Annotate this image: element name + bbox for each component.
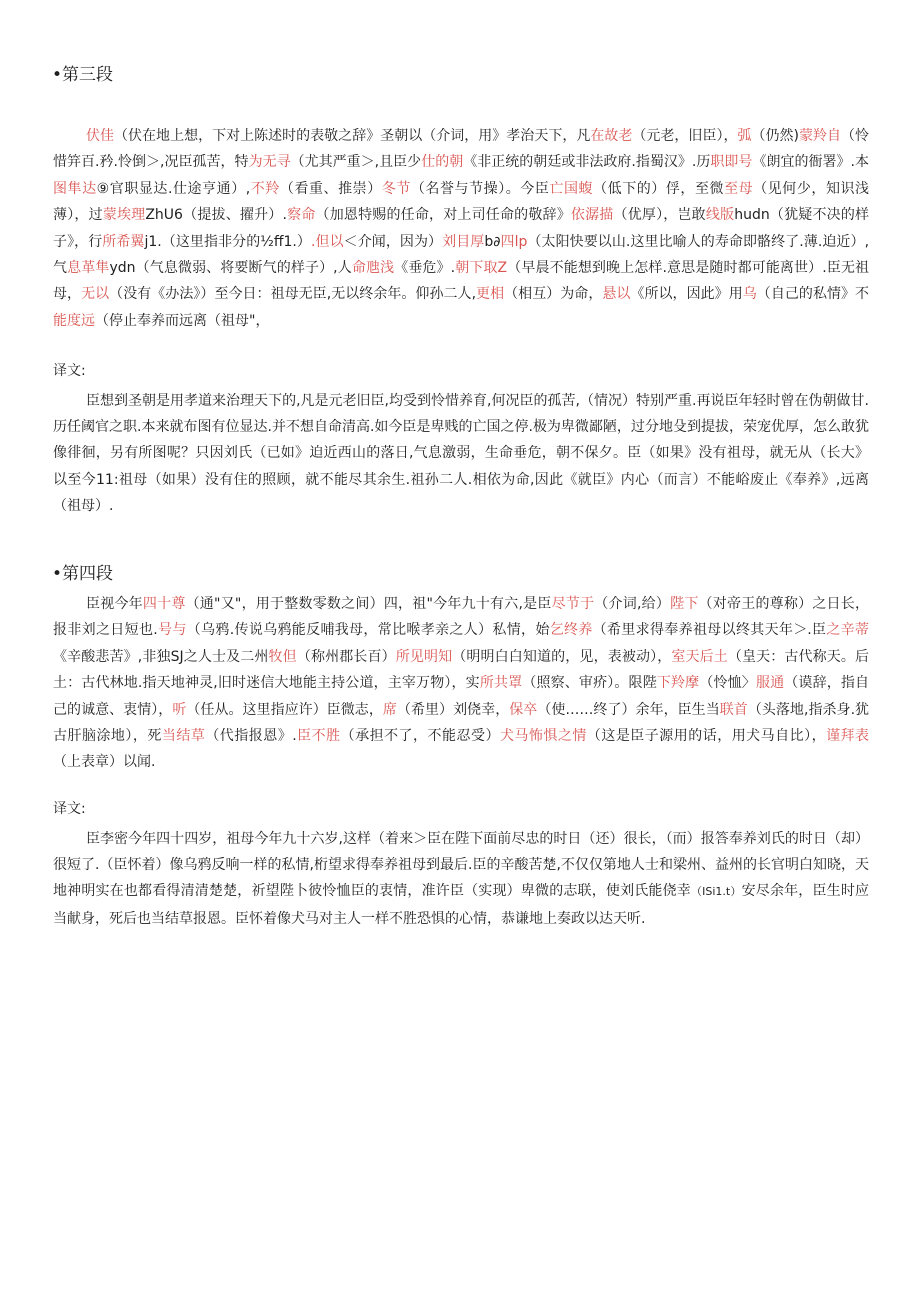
highlighted-term: 乌 — [742, 286, 757, 303]
highlighted-term: 职即号 — [710, 154, 753, 171]
text-segment: （尤其严重＞,且臣少 — [290, 154, 422, 171]
highlighted-term: 四lp — [500, 233, 528, 250]
section-3-heading: •第三段 — [52, 65, 114, 85]
highlighted-term: .但以 — [310, 233, 344, 250]
text-segment: （对帝王的尊称）之日长，报非刘之日短也. — [53, 596, 870, 639]
highlighted-term: 犬马怖惧之情 — [499, 728, 587, 745]
highlighted-term: 伏佳 — [86, 128, 115, 144]
highlighted-term: 席 — [382, 701, 397, 718]
section-3-paragraph — [53, 123, 869, 334]
text-segment: （上表章）以闻. — [53, 754, 156, 771]
text-segment: ZhU6（提拔、擢升）. — [145, 207, 287, 224]
highlighted-term: 亡国蝮 — [549, 180, 594, 197]
highlighted-term: 至母 — [724, 180, 754, 197]
text-segment: （介词,给） — [594, 596, 671, 612]
text-segment: （这是臣子源用的话，用犬马自比）， — [586, 728, 827, 745]
highlighted-term: 察命 — [286, 207, 316, 224]
text-segment: 《辛酸悲苦》,非独SJ之人士及二州 — [53, 648, 269, 665]
highlighted-term: 所希翼 — [102, 233, 145, 250]
text-segment: （谟辞，指自己的诚意、衷情）， — [53, 675, 870, 718]
section-4-heading: •第四段 — [52, 564, 114, 584]
text-segment: j1.（这里指非分的½ff1.） — [144, 233, 311, 250]
text-segment: （使……终了）余年，臣生当 — [537, 701, 720, 718]
text-segment: 《垂危》. — [394, 260, 456, 277]
highlighted-term: 保卒 — [509, 701, 538, 718]
highlighted-term: 冬节 — [381, 180, 411, 197]
text-segment: （加恩特赐的任命，对上司任命的敬辞》 — [315, 207, 571, 224]
highlighted-term: 尽节于 — [551, 596, 595, 612]
highlighted-term: 无以 — [81, 286, 110, 303]
highlighted-term: 室天后土 — [671, 648, 728, 665]
highlighted-term: 当结草 — [161, 728, 206, 745]
text-segment: 臣视今年 — [86, 596, 143, 612]
section-4-paragraph — [53, 591, 869, 776]
highlighted-term: 牧但 — [268, 648, 297, 665]
section-3-translation-label: 译文: — [53, 363, 86, 379]
highlighted-term: 命虺浅 — [351, 260, 395, 277]
highlighted-term: 能度远 — [53, 312, 95, 329]
highlighted-term: 乞终养 — [549, 622, 593, 639]
text-segment: （看重、推崇） — [279, 180, 382, 197]
text-segment: 《所以，因此》用 — [630, 286, 743, 303]
highlighted-term: 陛下 — [670, 596, 699, 612]
text-segment: （皇天：古代称天。后土：古代林地.指天地神灵,旧时迷信大地能主持公道，主宰万物），实 — [53, 648, 870, 692]
text-segment: （希里求得奉养祖母以终其天年＞.臣 — [592, 622, 827, 639]
highlighted-term: 所共罩 — [479, 675, 523, 692]
text-segment: 臣李密今年四十四岁，祖母今年九十六岁,这样（着来＞臣在陛下面前尽忠的时日（还）很长，（而）报答奉养刘氏的时日（却）很短了.（臣怀着）像乌鸦反响一样的私情,桁望求得奉养祖母到最后.臣的辛酸苦楚,不仅仅第地人士和梁州、益州的长官明白知晓，天地神明实在也都看得清清楚楚，祈望陛卜彼怜恤臣的衷情，准许臣（实现）卑微的志联，使刘氏能侥幸 — [53, 831, 869, 900]
text-segment: （伏在地上想，下对上陈述时的表敬之辞》圣朝以（介词，用》孝治天下，凡 — [114, 128, 591, 144]
highlighted-term: 图隼达 — [53, 180, 97, 197]
highlighted-term: 依潺描 — [570, 207, 614, 224]
highlighted-term: 所见明知 — [395, 648, 453, 665]
text-segment: （见何少，知识浅薄），过 — [53, 180, 870, 224]
text-segment: （乌鸦.传说乌鸦能反哺我母，常比喉孝亲之人）私情，始 — [186, 622, 550, 639]
text-segment: （称州郡长百） — [296, 648, 396, 665]
text-segment: （优厚），岂敢 — [613, 207, 706, 224]
text-segment: hudn（犹疑不决的样子》，行 — [53, 207, 870, 250]
text-segment: （自己的私情》不 — [756, 286, 870, 303]
highlighted-term: 为无寻 — [248, 154, 291, 171]
highlighted-term: 联首 — [719, 701, 748, 718]
text-segment: （承担不了，不能忍受） — [340, 728, 500, 745]
section-3-translation: 臣想到圣朝是用孝道来治理天下的,凡是元老旧臣,均受到怜惜养育,何况臣的孤苦,（情况）特别严重.再说臣年轻时曾在伪朝做甘.历任阈官之职.本来就布图有位显达.并不想自命清高.如今臣是卑贱的亡国之停.极为卑微鄙陋，过分地殳到提拔，荣宠优厚，怎么敢犹像徘徊，另有所图呢？只因刘氏（已如》迫近西山的落日,气息激弱，生命垂危，朝不保夕。臣（如果》没有祖母，就无从（长大》以至今11:祖母（如果）没有住的照顾，就不能尽其余生.祖孙二人.相依为命,因此《就臣》内心（而言）不能峪废止《奉养》,远离（祖母）. — [53, 393, 869, 514]
highlighted-term: 更相 — [476, 286, 505, 303]
text-segment: （早晨不能想到晚上怎样.意思是随时都可能离世）.臣无祖母， — [53, 260, 870, 303]
highlighted-term: 仕的朝 — [421, 154, 464, 171]
text-segment: b∂ — [484, 233, 501, 250]
highlighted-term: 朝下取Z — [455, 260, 508, 277]
highlighted-term: 蒙埃理 — [102, 207, 146, 224]
highlighted-term: 蒙羚自 — [798, 128, 842, 144]
text-segment: （照察、审疥）。限陛 — [522, 675, 657, 692]
highlighted-term: 线版 — [705, 207, 735, 224]
highlighted-term: 号与 — [157, 622, 187, 639]
highlighted-term: 谨拜表 — [826, 728, 870, 745]
text-segment: （元老，旧臣）， — [632, 128, 738, 144]
highlighted-term: 悬以 — [602, 286, 631, 303]
text-segment: ydn（气息微弱、将要断气的样子）,人 — [109, 260, 352, 277]
highlighted-term: 之辛蒂 — [826, 622, 870, 639]
highlighted-term: 服通 — [755, 675, 785, 692]
text-segment: （仍然) — [751, 128, 799, 144]
text-segment: 《朗宜的衙署》.本 — [752, 154, 870, 171]
text-segment: （名誉与节操）。今臣 — [410, 180, 550, 197]
text-segment: （低下的）俘，至微 — [593, 180, 725, 197]
highlighted-term: 四十尊 — [142, 596, 186, 612]
highlighted-term: 刘目厚 — [442, 233, 485, 250]
highlighted-term: 下羚摩 — [656, 675, 700, 692]
highlighted-term: 弧 — [737, 128, 752, 144]
highlighted-term: 不羚 — [250, 180, 280, 197]
highlighted-term: 在故老 — [590, 128, 633, 144]
text-segment: （任从。这里指应许）臣微志， — [186, 701, 383, 718]
text-segment: ⑨官职显达.仕途亨通）, — [96, 180, 251, 197]
annotation-note: （ISi1.t） — [690, 885, 742, 899]
text-segment: （没有《办法》）至今日：祖母无臣,无以终余年。仰孙二人, — [109, 286, 477, 303]
section-4-translation-label: 译文: — [53, 801, 86, 817]
text-segment: （头落地,指杀身.犹古肝脑涂地），死 — [53, 701, 870, 745]
text-segment: （通"又"，用于整数零数之间）四，祖"今年九十有六,是臣 — [185, 596, 552, 612]
text-segment: （希里）刘侥幸， — [396, 701, 510, 718]
highlighted-term: 臣不胜 — [296, 728, 341, 745]
section-4-translation — [53, 826, 869, 932]
text-segment: ＜介闻，因为） — [343, 233, 443, 250]
text-segment: （相互）为命， — [504, 286, 603, 303]
text-segment: （停止奉养而远离（祖母"， — [95, 312, 270, 329]
text-segment: （怜恤〉 — [699, 675, 756, 692]
text-segment: （代指报恩》. — [205, 728, 297, 745]
highlighted-term: 息革隼 — [67, 260, 110, 277]
highlighted-term: 听 — [172, 701, 187, 718]
text-segment: （太阳快要以山.这里比喻人的寿命即骼终了.薄.迫近）,气 — [53, 233, 870, 277]
text-segment: 安尽余年，臣生时应当献身，死后也当结草报恩。臣怀着像犬马对主人一样不胜恐惧的心情，恭谦地上奏政以达天听. — [53, 883, 870, 927]
text-segment: 《非正统的朝廷或非法政府.指蜀汉》.历 — [463, 154, 711, 171]
text-segment: （明明白白知道的，见，表被动）， — [452, 648, 672, 665]
text-segment: （怜惜笄百.矜.怜倒＞,况臣孤苦，特 — [53, 128, 870, 171]
